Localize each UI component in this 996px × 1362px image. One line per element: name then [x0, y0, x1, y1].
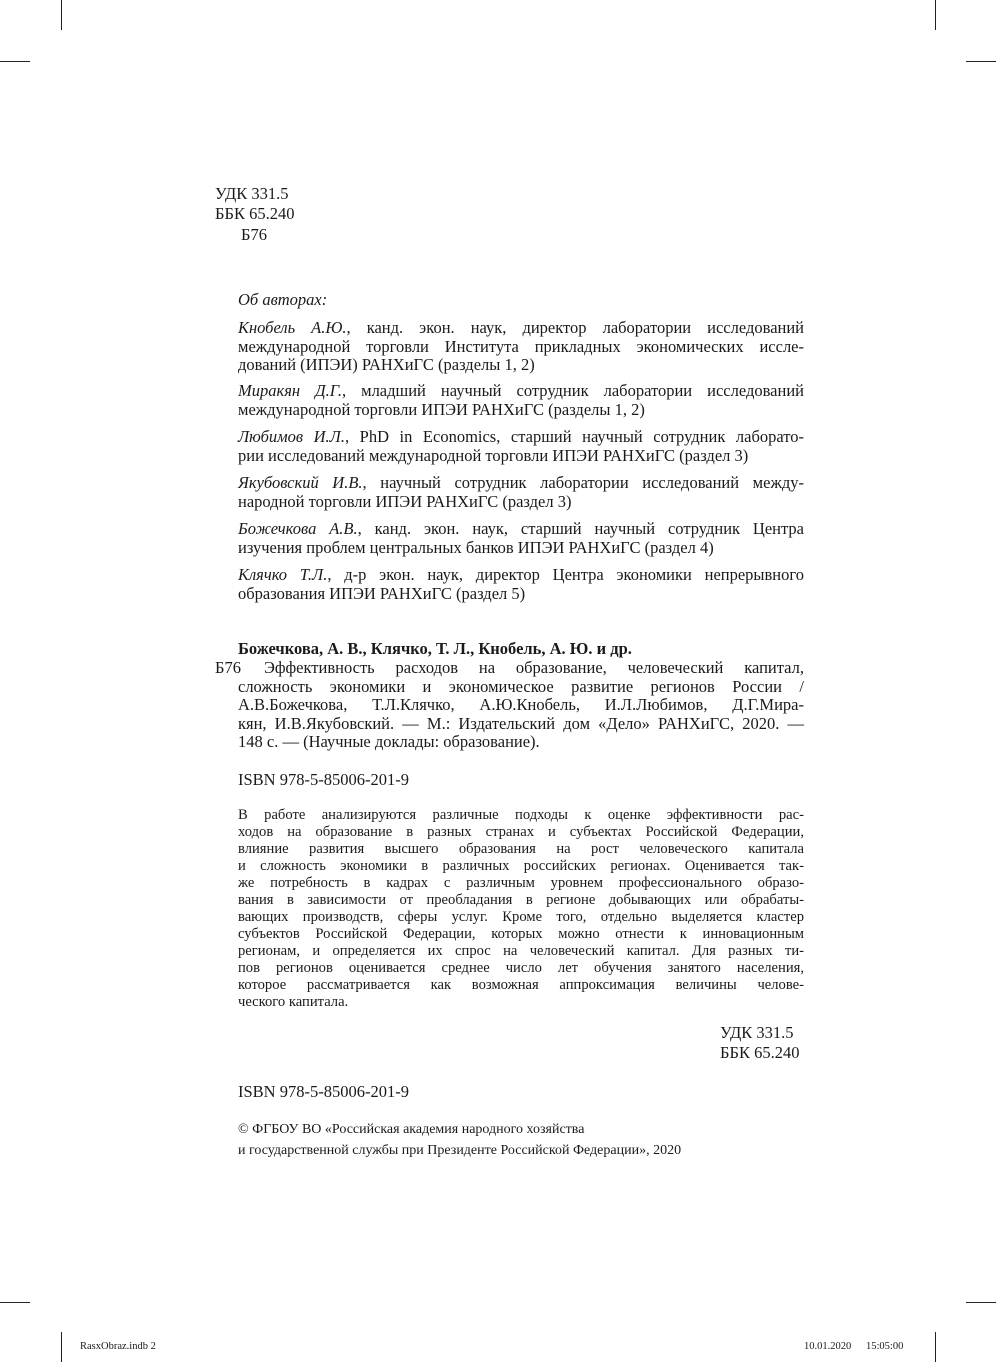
footer-date: 10.01.2020 — [804, 1341, 852, 1352]
copyright-line-2: и государственной службы при Президенте Российской Федерации», 2020 — [238, 1143, 682, 1158]
abstract: В работе анализируются различные подходы к оценке эффективности рас- ходов на образование в разных странах и субъектах Российской Федерации, влияние развития высшего образования на рост человеческого капитала и сложность экономики в различных российских регионах. Оценивается так- же потребность в кадрах с различным уровнем профессионального образо- вания в зависимости от преобладания в регионе добывающих или обрабаты- вающих производств, сферы услуг. Кроме того, отдельно выделяется кластер субъектов Российской Федерации, которых можно отнести к инновационным регионам, и определяется их спрос на человеческий капитал. Для разных ти- пов регионов оценивается среднее число лет обучения занятого населения, которое рассматривается как возможная аппроксимация величины челове- ческого капитала. — [238, 807, 804, 1010]
bibliography-code: Б76 — [215, 658, 241, 677]
author-name: Кнобель А.Ю. — [238, 318, 347, 337]
crop-mark — [966, 61, 996, 62]
author-name: Миракян Д.Г. — [238, 381, 342, 400]
crop-mark — [61, 0, 62, 30]
crop-mark — [935, 1332, 936, 1362]
author-entry: Якубовский И.В., научный сотрудник лаборатории исследований между- народной торговли ИПЭИ РАНХиГС (раздел 3) — [238, 473, 804, 511]
author-entry: Кнобель А.Ю., канд. экон. наук, директор лаборатории исследований международной торговли Института прикладных экономических иссле- дований (ИПЭИ) РАНХиГС (разделы 1, 2) — [238, 318, 805, 375]
isbn-bottom: ISBN 978-5-85006-201-9 — [238, 1082, 409, 1101]
udk-header: УДК 331.5 — [215, 184, 289, 203]
footer-time: 15:05:00 — [866, 1341, 904, 1352]
author-name: Любимов И.Л. — [238, 427, 345, 446]
crop-mark — [966, 1302, 996, 1303]
authors-heading: Об авторах: — [238, 290, 328, 309]
author-entry: Божечкова А.В., канд. экон. наук, старший научный сотрудник Центра изучения проблем центральных банков ИПЭИ РАНХиГС (раздел 4) — [238, 519, 804, 557]
isbn-top: ISBN 978-5-85006-201-9 — [238, 770, 409, 789]
crop-mark — [0, 1302, 30, 1303]
udk-bottom: УДК 331.5 — [720, 1023, 794, 1042]
bbk-bottom: ББК 65.240 — [720, 1043, 800, 1062]
author-name: Якубовский И.В. — [238, 473, 363, 492]
bibliography-authors: Божечкова, А. В., Клячко, Т. Л., Кнобель, А. Ю. и др. — [238, 639, 632, 658]
bbk-header: ББК 65.240 — [215, 204, 295, 223]
author-entry: Миракян Д.Г., младший научный сотрудник лаборатории исследований международной торговли ИПЭИ РАНХиГС (разделы 1, 2) — [238, 381, 804, 419]
author-entry: Любимов И.Л., PhD in Economics, старший научный сотрудник лаборато- рии исследований международной торговли ИПЭИ РАНХиГС (раздел 3) — [238, 427, 804, 465]
author-name: Клячко Т.Л. — [238, 565, 328, 584]
bibliography-description: Эффективность расходов на образование, человеческий капитал, сложность экономики и экономическое развитие регионов России / А.В.Божечкова, Т.Л.Клячко, А.Ю.Кнобель, И.Л.Любимов, Д.Г.Мира- кян, И.В.Якубовский. — М.: Издательский дом «Дело» РАНХиГС, 2020. — 148 с. — (Научные доклады: образование). — [238, 658, 804, 752]
copyright-line-1: © ФГБОУ ВО «Российская академия народного хозяйства — [238, 1122, 585, 1137]
author-name: Божечкова А.В. — [238, 519, 358, 538]
author-code-header: Б76 — [241, 225, 267, 244]
crop-mark — [61, 1332, 62, 1362]
footer-filename: RasxObraz.indb 2 — [80, 1341, 156, 1352]
crop-mark — [0, 61, 30, 62]
author-entry: Клячко Т.Л., д-р экон. наук, директор Центра экономики непрерывного образования ИПЭИ РАНХиГС (раздел 5) — [238, 565, 804, 603]
crop-mark — [935, 0, 936, 30]
